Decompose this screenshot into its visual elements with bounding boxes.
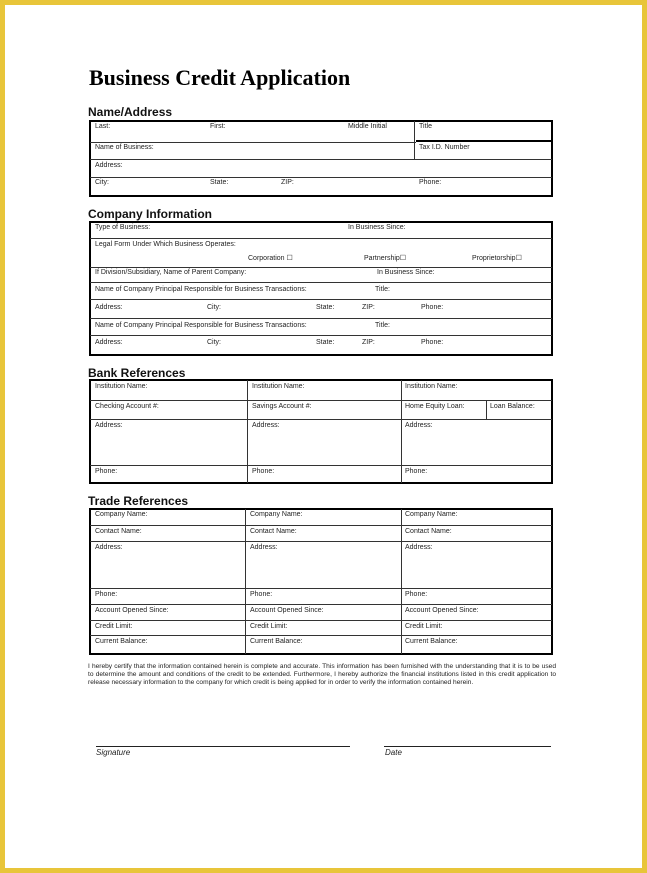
principal-1-title-field[interactable]: Title:	[375, 286, 390, 293]
tax-id-field[interactable]: Tax I.D. Number	[419, 144, 470, 151]
partnership-checkbox[interactable]: Partnership☐	[364, 255, 407, 262]
trade-2-contact-field[interactable]: Contact Name:	[250, 528, 297, 535]
bank-1-phone-field[interactable]: Phone:	[95, 468, 118, 475]
zip-field[interactable]: ZIP:	[281, 179, 294, 186]
trade-2-opened-field[interactable]: Account Opened Since:	[250, 607, 324, 614]
savings-account-field[interactable]: Savings Account #:	[252, 403, 312, 410]
trade-3-contact-field[interactable]: Contact Name:	[405, 528, 452, 535]
address-field[interactable]: Address:	[95, 162, 123, 169]
principal-2-name-field[interactable]: Name of Company Principal Responsible for Business Transactions:	[95, 322, 307, 329]
parent-company-field[interactable]: If Division/Subsidiary, Name of Parent Company:	[95, 269, 247, 276]
signature-label: Signature	[96, 748, 131, 757]
principal-1-city-field[interactable]: City:	[207, 304, 221, 311]
trade-3-company-field[interactable]: Company Name:	[405, 511, 458, 518]
principal-1-name-field[interactable]: Name of Company Principal Responsible for Business Transactions:	[95, 286, 307, 293]
last-name-field[interactable]: Last:	[95, 123, 111, 130]
principal-2-address-field[interactable]: Address:	[95, 339, 123, 346]
date-line[interactable]	[384, 746, 551, 747]
middle-initial-field[interactable]: Middle Initial	[348, 123, 387, 130]
first-name-field[interactable]: First:	[210, 123, 226, 130]
trade-2-company-field[interactable]: Company Name:	[250, 511, 303, 518]
principal-1-state-field[interactable]: State:	[316, 304, 335, 311]
in-business-since-field[interactable]: In Business Since:	[348, 224, 406, 231]
bank-1-address-field[interactable]: Address:	[95, 422, 123, 429]
title-field[interactable]: Title	[419, 123, 432, 130]
section-heading-bank-refs: Bank References	[88, 366, 186, 380]
section-heading-trade-refs: Trade References	[88, 494, 189, 508]
bank-2-phone-field[interactable]: Phone:	[252, 468, 275, 475]
trade-2-address-field[interactable]: Address:	[250, 544, 278, 551]
trade-1-credit-limit-field[interactable]: Credit Limit:	[95, 623, 133, 630]
bank-1-institution-field[interactable]: Institution Name:	[95, 383, 148, 390]
bank-2-institution-field[interactable]: Institution Name:	[252, 383, 305, 390]
bank-3-phone-field[interactable]: Phone:	[405, 468, 428, 475]
trade-2-phone-field[interactable]: Phone:	[250, 591, 273, 598]
corporation-checkbox[interactable]: Corporation ☐	[248, 255, 293, 262]
principal-2-title-field[interactable]: Title:	[375, 322, 390, 329]
trade-3-phone-field[interactable]: Phone:	[405, 591, 428, 598]
trade-1-phone-field[interactable]: Phone:	[95, 591, 118, 598]
section-heading-company-info: Company Information	[88, 207, 213, 221]
principal-2-city-field[interactable]: City:	[207, 339, 221, 346]
bank-3-address-field[interactable]: Address:	[405, 422, 433, 429]
parent-in-business-since-field[interactable]: In Business Since:	[377, 269, 435, 276]
bank-refs-box	[89, 379, 553, 484]
proprietorship-checkbox[interactable]: Proprietorship☐	[472, 255, 522, 262]
section-heading-name-address: Name/Address	[88, 105, 173, 119]
page-title: Business Credit Application	[89, 65, 351, 90]
trade-1-address-field[interactable]: Address:	[95, 544, 123, 551]
phone-field[interactable]: Phone:	[419, 179, 442, 186]
home-equity-loan-field[interactable]: Home Equity Loan:	[405, 403, 465, 410]
trade-2-balance-field[interactable]: Current Balance:	[250, 638, 303, 645]
trade-2-credit-limit-field[interactable]: Credit Limit:	[250, 623, 288, 630]
bank-2-address-field[interactable]: Address:	[252, 422, 280, 429]
trade-1-balance-field[interactable]: Current Balance:	[95, 638, 148, 645]
trade-3-balance-field[interactable]: Current Balance:	[405, 638, 458, 645]
date-label: Date	[385, 748, 402, 757]
trade-1-opened-field[interactable]: Account Opened Since:	[95, 607, 169, 614]
certification-text: I hereby certify that the information contained herein is complete and accurate. This information has been furnished with the understanding that it is to be used to determine the amount and conditions of the credit to be extended. Furthermore, I hereby authorize the financial institutions listed in this credit application to release necessary information to the company for which credit is being applied for in order to verify the information contained herein.	[88, 663, 556, 686]
legal-form-label: Legal Form Under Which Business Operates:	[95, 241, 236, 248]
trade-3-opened-field[interactable]: Account Opened Since:	[405, 607, 479, 614]
loan-balance-field[interactable]: Loan Balance:	[490, 403, 535, 410]
business-name-field[interactable]: Name of Business:	[95, 144, 154, 151]
trade-refs-box	[89, 508, 553, 655]
bank-3-institution-field[interactable]: Institution Name:	[405, 383, 458, 390]
principal-1-zip-field[interactable]: ZIP:	[362, 304, 375, 311]
city-field[interactable]: City:	[95, 179, 109, 186]
state-field[interactable]: State:	[210, 179, 229, 186]
trade-3-address-field[interactable]: Address:	[405, 544, 433, 551]
trade-3-credit-limit-field[interactable]: Credit Limit:	[405, 623, 443, 630]
principal-2-zip-field[interactable]: ZIP:	[362, 339, 375, 346]
principal-2-state-field[interactable]: State:	[316, 339, 335, 346]
signature-line[interactable]	[96, 746, 350, 747]
business-type-field[interactable]: Type of Business:	[95, 224, 151, 231]
principal-1-address-field[interactable]: Address:	[95, 304, 123, 311]
form-page	[5, 5, 642, 868]
principal-1-phone-field[interactable]: Phone:	[421, 304, 444, 311]
trade-1-company-field[interactable]: Company Name:	[95, 511, 148, 518]
principal-2-phone-field[interactable]: Phone:	[421, 339, 444, 346]
trade-1-contact-field[interactable]: Contact Name:	[95, 528, 142, 535]
checking-account-field[interactable]: Checking Account #:	[95, 403, 159, 410]
